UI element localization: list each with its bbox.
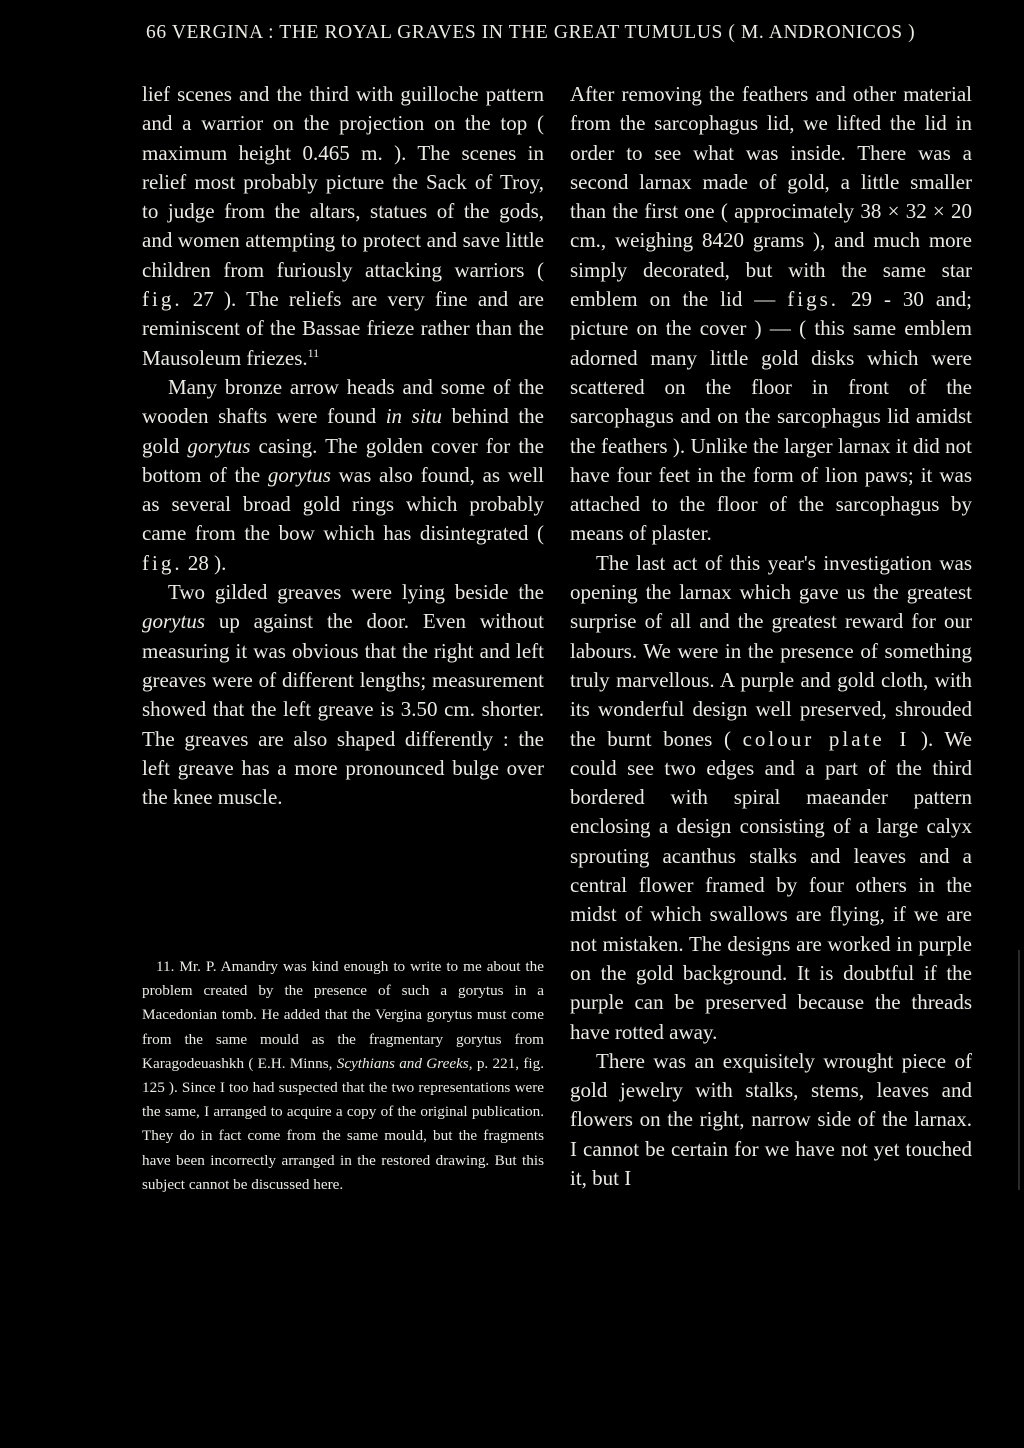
left-paragraph-1 (142, 80, 544, 373)
text-run: p. 221, fig. 125 ). Since I too had suspected that the two representations were the same, I arranged to acquire a copy of the original publication. They do in fact come from the same mould, but the fragments have been incorrectly arranged in the restored drawing. But this subject cannot be discussed here. (142, 1054, 545, 1193)
italic-term: gorytus (142, 609, 205, 634)
text-run: Two gilded greaves were lying beside the (168, 580, 544, 605)
scan-edge-line (1018, 950, 1020, 1190)
text-run: The last act of this year's investigation was opening the larnax which gave us the greatest surprise of all and the greatest reward for our labours. We were in the presence of something truly marvellous. A purple and gold cloth, with its wonderful design well preserved, shrouded the burnt bones ( (570, 550, 972, 751)
figure-reference: fig. (142, 550, 183, 575)
left-column (142, 80, 544, 812)
right-paragraph-2 (570, 549, 972, 1047)
text-run: behind the gold (142, 404, 545, 458)
text-run: 11. Mr. P. Amandry was kind enough to write to me about the problem created by the presence of such a gorytus in a Macedonian tomb. He added that the Vergina gorytus must come from the same mould as the fragmentary gorytus from Karagodeuashkh ( E.H. Minns, (142, 958, 544, 1072)
italic-term: in situ (385, 404, 442, 429)
left-paragraph-3 (142, 578, 544, 812)
right-paragraph-3 (570, 1047, 972, 1193)
italic-term: gorytus (267, 462, 331, 487)
left-paragraph-2 (142, 373, 544, 578)
right-column (570, 80, 972, 1193)
text-run: was also found, as well as several broad gold rings which probably came from the bow which has disintegrated ( (142, 462, 544, 546)
text-run: After removing the feathers and other material from the sarcophagus lid, we lifted the lid in order to see what was inside. There was a second larnax made of gold, a little smaller than the first one ( approcimately 38 × 32 × 20 cm., weighing 8420 grams ), and much more simply decorated, but with the same star emblem on the lid — (570, 82, 972, 312)
running-header: 66 VERGINA : THE ROYAL GRAVES IN THE GREAT TUMULUS ( M. ANDRONICOS ) (146, 22, 916, 43)
italic-citation: Scythians and Greeks, (336, 1054, 473, 1072)
text-run: Many bronze arrow heads and some of the wooden shafts were found (142, 374, 544, 429)
figure-reference: figs. (787, 287, 840, 312)
right-paragraph-1 (570, 80, 972, 549)
text-run: 29 - 30 and; picture on the cover ) — ( this same emblem adorned many little gold disks which were scattered on the floor in front of the sarcophagus and on the sarcophagus lid amidst the feathers ). Unlike the larger larnax it did not have four feet in the form of lion paws; it was attached to the floor of the sarcophagus by means of plaster. (570, 287, 973, 546)
italic-term: gorytus (187, 433, 251, 458)
plate-reference: colour plate I (742, 726, 910, 751)
text-run: There was an exquisitely wrought piece of gold jewelry with stalks, stems, leaves and flowers on the right, narrow side of the larnax. I cannot be certain for we have not yet touched it, but I (570, 1048, 972, 1190)
text-run: 28 ). (187, 550, 227, 575)
text-run: lief scenes and the third with guilloche pattern and a warrior on the projection on the top ( maximum height 0.465 m. ). The scenes in relief most probably picture the Sack of Troy, to judge from the altars, statues of the gods, and women attempting to protect and save little children from furiously attacking warriors ( (142, 82, 544, 282)
footnote-marker: 11 (307, 345, 320, 360)
text-run: ). We could see two edges and a part of the third bordered with spiral maeander pattern enclosing a design consisting of a large calyx sprouting acanthus stalks and leaves and a central flower framed by four others in the midst of which swallows are flying, if we are not mistaken. The designs are worked in purple on the gold background. It is doubtful if the purple can be preserved because the threads have rotted away. (570, 726, 972, 1044)
figure-reference: fig. (142, 287, 183, 312)
text-run: casing. The golden cover for the bottom of the (142, 433, 544, 487)
text-run: 27 ). The reliefs are very fine and are reminiscent of the Bassae frieze rather than the Mausoleum friezes. (142, 287, 544, 370)
footnote-11 (142, 955, 544, 1197)
text-run: up against the door. Even without measuring it was obvious that the right and left greaves were of different lengths; measurement showed that the left greave is 3.50 cm. shorter. The greaves are also shaped differently : the left greave has a more pronounced bulge over the knee muscle. (142, 609, 544, 810)
footnote-paragraph (142, 955, 544, 1197)
